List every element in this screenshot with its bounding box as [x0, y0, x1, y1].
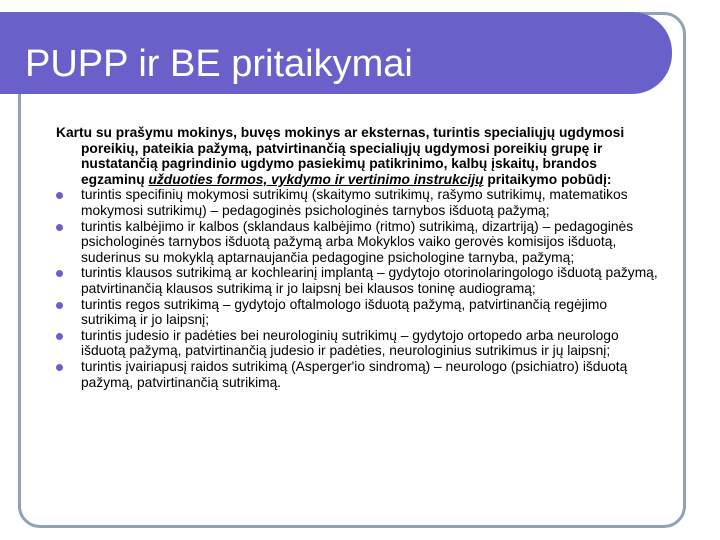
- bullet-text: turintis judesio ir padėties bei neurologinių sutrikimų – gydytojo ortopedo arba neurologo išduotą pažymą, patvirtinančią judesio ir padėties, neurologinius sutrikimus ir jų laipsnį;: [81, 327, 619, 359]
- list-item: [56, 297, 664, 328]
- bullet-text: turintis specifinių mokymosi sutrikimų (skaitymo sutrikimų, rašymo sutrikimų, matematikos mokymosi sutrikimų) – pedagoginės psichologinės tarnybos išduotą pažymą;: [81, 187, 628, 218]
- list-item: [56, 265, 664, 296]
- bullet-icon: [56, 270, 63, 277]
- intro-paragraph: [56, 125, 664, 187]
- bullet-text: turintis regos sutrikimą – gydytojo oftalmologo išduotą pažymą, patvirtinančią regėjimo sutrikimą ir jo laipsnį;: [81, 296, 608, 328]
- list-item: [56, 187, 664, 218]
- bullet-text: turintis įvairiapusį raidos sutrikimą (Asperger'io sindromą) – neurologo (psichiatro) išduotą pažymą, patvirtinančią sutrikimą.: [81, 358, 628, 390]
- bullet-text: turintis kalbėjimo ir kalbos (sklandaus kalbėjimo (ritmo) sutrikimą, dizartriją) – pedagoginės psichologinės tarnybos išduotą pažymą arba Mokyklos vaiko gerovės komisijos išduotą, suderinus su mokyklą aptarnaujančia pedagogine psichologine tarnyba, pažymą;: [81, 218, 634, 265]
- bullet-icon: [56, 192, 63, 199]
- list-item: [56, 219, 664, 266]
- slide-title: PUPP ir BE pritaikymai: [25, 43, 413, 85]
- intro-text: Kartu su prašymu mokinys, buvęs mokinys ar eksternas, turintis specialiųjų ugdymosi poreikių, pateikia pažymą, patvirtinančią specialiųjų ugdymosi poreikių grupę ir nustatančią pagrindinio ugdymo pasiekimų patikrinimo, kalbų įskaitų, brandos egzaminų: [56, 125, 625, 187]
- list-item: [56, 328, 664, 359]
- bullet-icon: [56, 333, 63, 340]
- intro-emphasis: užduoties formos, vykdymo ir vertinimo instrukcijų: [148, 171, 484, 187]
- intro-end: pritaikymo pobūdį:: [483, 171, 612, 187]
- bullet-text: turintis klausos sutrikimą ar kochlearinį implantą – gydytojo otorinolaringologo išduotą pažymą, patvirtinančią klausos sutrikimą ir jo laipsnį bei klausos toninę audiogramą;: [81, 265, 658, 296]
- list-item: [56, 359, 664, 390]
- bullet-icon: [56, 302, 63, 309]
- bullet-icon: [56, 364, 63, 371]
- slide-content: [56, 125, 664, 390]
- bullet-icon: [56, 224, 63, 231]
- bullet-list: [56, 187, 664, 390]
- title-bar: [0, 12, 672, 94]
